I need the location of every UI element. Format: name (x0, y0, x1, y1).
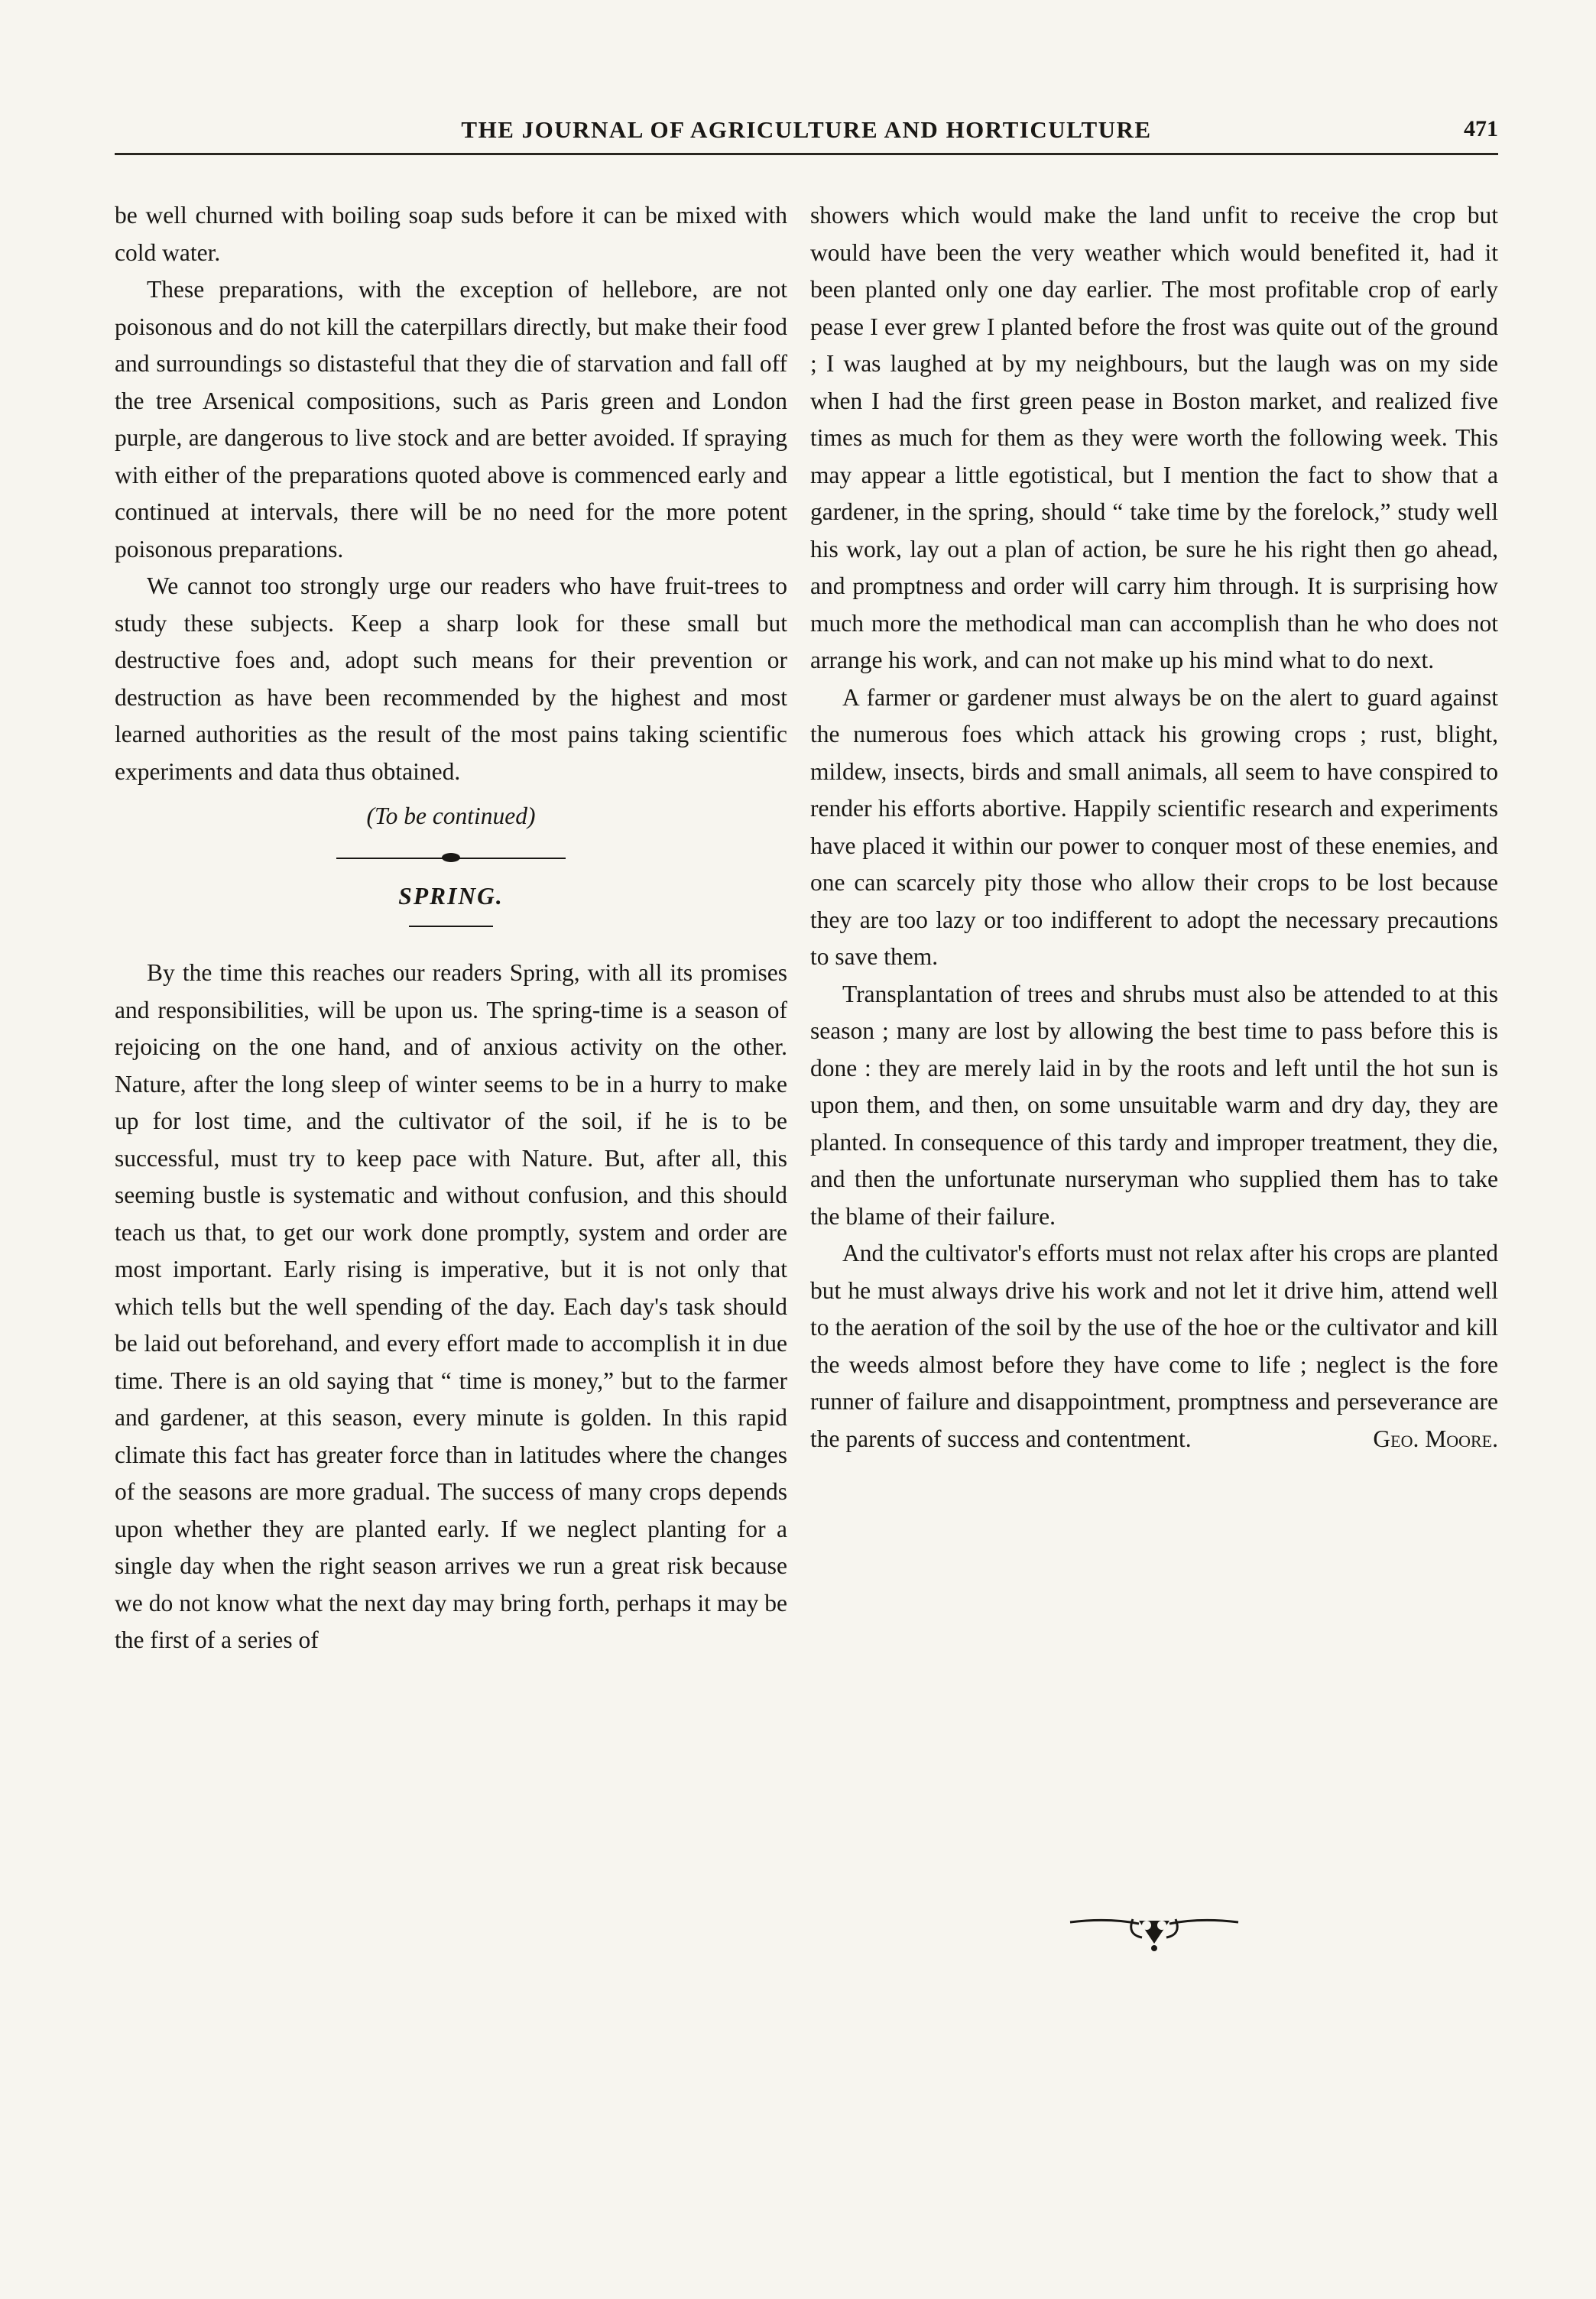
author-signature: Geo. Moore. (1373, 1425, 1498, 1452)
paragraph: showers which would make the land unfit to receive the crop but would have been the very weather which would benefited it, had it been planted only one day earlier. The most profitable crop of early pease I ever grew I planted before the frost was quite out of the ground ; I was laughed at by my neighbours, but the laugh was on my side when I had the first green pease in Boston market, and realized five times as much for them as they were worth the following week. This may appear a little egotistical, but I mention the fact to show that a gardener, in the spring, should “ take time by the forelock,” study well his work, lay out a plan of action, be sure he his right then go ahead, and promptness and order will carry him through. It is surprising how much more the methodical man can accomplish than he who does not arrange his work, and can not make up his mind what to do next. (810, 202, 1498, 673)
paragraph: These preparations, with the exception of hellebore, are not poisonous and do not kill the caterpillars directly, but make their food and surroundings so distasteful that they die of starvation and fall off the tree Arsenical compositions, such as Paris green and London purple, are dangerous to live stock and are better avoided. If spraying with either of the preparations quoted above is commenced early and continued at intervals, there will be no need for the more potent poisonous preparations. (115, 276, 787, 563)
running-header (115, 116, 1498, 155)
continued-note: (To be continued) (366, 803, 536, 829)
right-column (810, 197, 1498, 1458)
paragraph: Transplantation of trees and shrubs must also be attended to at this season ; many are lost by allowing the best time to pass before this is done : they are merely laid in by the roots and left until the hot sun is upon them, and then, on some unsuitable warm and dry day, they are planted. In consequence of this tardy and improper treatment, they die, and then the unfortunate nurseryman who supplied them has to take the blame of their failure. (810, 980, 1498, 1230)
section-divider (336, 849, 566, 867)
section-title: SPRING. (398, 882, 504, 910)
paragraph (810, 1235, 1498, 1458)
page-number: 471 (1464, 116, 1498, 141)
paragraph: By the time this reaches our readers Spring, with all its promises and responsibilities, will be upon us. The spring-time is a season of rejoicing on the one hand, and of anxious activity on the other. Nature, after the long sleep of winter seems to be in a hurry to make up for lost time, and the cultivator of the soil, if he is to be successful, must try to keep pace with Nature. But, after all, this seeming bustle is systematic and without confusion, and this should teach us that, to get our work done promptly, system and order are most important. Early rising is imperative, but it is not only that which tells but the well spending of the day. Each day's task should be laid out beforehand, and every effort made to accomplish it in due time. There is an old saying that “ time is money,” but to the farmer and gardener, at this season, every minute is golden. In this rapid climate this fact has greater force than in latitudes where the changes of the seasons are more gradual. The success of many crops depends upon whether they are planted early. If we neglect planting for a single day when the right season arrives we run a great risk because we do not know what the next day may bring forth, perhaps it may be the first of a series of (115, 959, 787, 1653)
journal-title: THE JOURNAL OF AGRICULTURE AND HORTICULTURE (461, 116, 1152, 143)
divider-ornament-icon (442, 853, 460, 862)
floral-tailpiece-ornament-icon (1062, 1907, 1246, 1953)
paragraph: be well churned with boiling soap suds before it can be mixed with cold water. (115, 202, 787, 266)
paragraph: We cannot too strongly urge our readers who have fruit-trees to study these subjects. Keep a sharp look for these small but destructive foes and, adopt such means for their prevention or destruction as have been recommended by the highest and most learned authorities as the result of the most pains taking scientific experiments and data thus obtained. (115, 572, 787, 785)
paragraph-text: And the cultivator's efforts must not relax after his crops are planted but he must always drive his work and not let it drive him, attend well to the aeration of the soil by the use of the hoe or the cultivator and kill the weeds almost before they have come to life ; neglect is the fore runner of failure and disappointment, promptness and perseverance are the parents of success and contentment. (810, 1240, 1498, 1452)
paragraph: A farmer or gardener must always be on the alert to guard against the numerous foes which attack his growing crops ; rust, blight, mildew, insects, birds and small animals, all seem to have conspired to render his efforts abortive. Happily scientific research and experiments have placed it within our power to conquer most of these enemies, and one can scarcely pity those who allow their crops to be lost because they are too lazy or too indifferent to adopt the necessary precautions to save them. (810, 683, 1498, 970)
title-underline (409, 926, 493, 927)
left-column (115, 197, 787, 1659)
